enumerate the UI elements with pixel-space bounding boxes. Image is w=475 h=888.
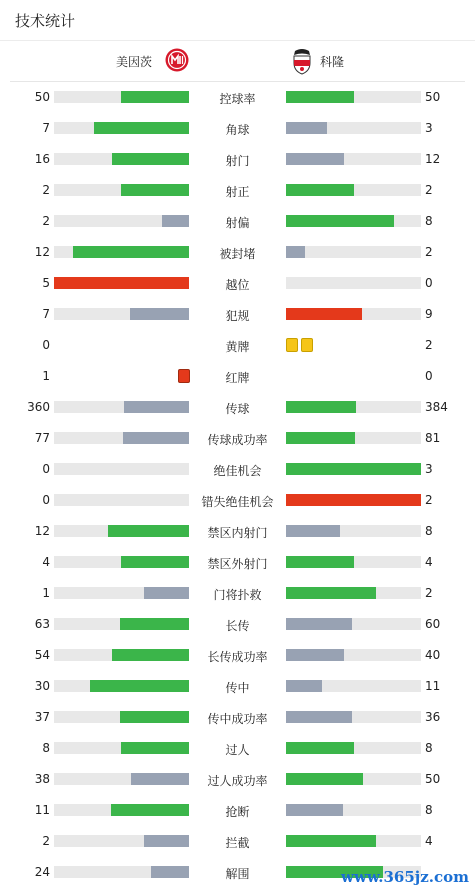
stat-label: 犯规 bbox=[225, 309, 250, 323]
team-header bbox=[10, 41, 465, 82]
home-value: 63 bbox=[34, 617, 50, 631]
home-bar bbox=[54, 773, 189, 785]
home-value: 30 bbox=[34, 679, 50, 693]
away-bar-fill bbox=[286, 835, 376, 847]
away-value: 8 bbox=[425, 214, 433, 228]
home-bar bbox=[54, 742, 189, 754]
stat-row bbox=[0, 113, 475, 144]
home-bar-fill bbox=[108, 525, 189, 537]
away-bar bbox=[286, 153, 421, 165]
home-value: 1 bbox=[42, 586, 50, 600]
home-bar bbox=[54, 525, 189, 537]
stat-row bbox=[0, 485, 475, 516]
stat-label: 传球成功率 bbox=[207, 433, 268, 447]
away-bar-fill bbox=[286, 804, 343, 816]
home-bar bbox=[54, 184, 189, 196]
away-bar bbox=[286, 835, 421, 847]
away-bar bbox=[286, 91, 421, 103]
stat-label: 控球率 bbox=[219, 92, 256, 106]
away-bar bbox=[286, 680, 421, 692]
home-value: 16 bbox=[34, 152, 50, 166]
home-bar-fill bbox=[112, 153, 189, 165]
home-value: 37 bbox=[34, 710, 50, 724]
home-bar bbox=[54, 556, 189, 568]
away-bar bbox=[286, 308, 421, 320]
stat-label: 越位 bbox=[225, 278, 250, 292]
away-bar bbox=[286, 618, 421, 630]
home-bar-fill bbox=[120, 618, 189, 630]
away-bar bbox=[286, 463, 421, 475]
away-value: 0 bbox=[425, 276, 433, 290]
home-bar-fill bbox=[121, 742, 189, 754]
away-bar bbox=[286, 556, 421, 568]
stat-label: 传球 bbox=[225, 402, 250, 416]
stat-label: 门将扑救 bbox=[213, 588, 262, 602]
away-bar-fill bbox=[286, 308, 362, 320]
stat-label: 传中成功率 bbox=[207, 712, 268, 726]
stat-label: 长传 bbox=[225, 619, 250, 633]
home-value: 11 bbox=[34, 803, 50, 817]
home-bar bbox=[54, 91, 189, 103]
away-value: 2 bbox=[425, 183, 433, 197]
away-bar bbox=[286, 587, 421, 599]
home-bar bbox=[54, 153, 189, 165]
away-value: 11 bbox=[425, 679, 441, 693]
away-value: 2 bbox=[425, 493, 433, 507]
home-bar bbox=[54, 835, 189, 847]
stat-label: 射门 bbox=[225, 154, 250, 168]
away-value: 60 bbox=[425, 617, 441, 631]
away-bar-fill bbox=[286, 215, 394, 227]
page-title: 技术统计 bbox=[15, 12, 76, 30]
away-bar bbox=[286, 401, 421, 413]
home-team-logo-icon[interactable] bbox=[165, 48, 189, 72]
stat-label: 射偏 bbox=[225, 216, 250, 230]
stat-row bbox=[0, 392, 475, 423]
home-value: 50 bbox=[34, 90, 50, 104]
home-bar bbox=[54, 866, 189, 878]
stat-row bbox=[0, 330, 475, 361]
home-value: 360 bbox=[27, 400, 50, 414]
stat-label: 过人 bbox=[225, 743, 250, 757]
home-bar-fill bbox=[121, 91, 189, 103]
stat-row bbox=[0, 671, 475, 702]
home-bar-fill bbox=[94, 122, 189, 134]
home-value: 7 bbox=[42, 121, 50, 135]
away-bar-fill bbox=[286, 711, 352, 723]
page-header bbox=[0, 0, 475, 41]
home-bar-fill bbox=[130, 308, 189, 320]
stat-row bbox=[0, 516, 475, 547]
away-bar bbox=[286, 804, 421, 816]
home-bar-fill bbox=[121, 556, 189, 568]
stat-row bbox=[0, 423, 475, 454]
home-value: 12 bbox=[34, 524, 50, 538]
home-value: 1 bbox=[42, 369, 50, 383]
stat-label: 过人成功率 bbox=[207, 774, 268, 788]
home-value: 8 bbox=[42, 741, 50, 755]
stats-list bbox=[0, 82, 475, 888]
stat-label: 禁区外射门 bbox=[207, 557, 268, 571]
away-bar bbox=[286, 525, 421, 537]
stat-label: 抢断 bbox=[225, 805, 250, 819]
home-bar-fill bbox=[151, 866, 189, 878]
away-bar bbox=[286, 494, 421, 506]
home-bar bbox=[54, 122, 189, 134]
away-bar-fill bbox=[286, 122, 327, 134]
away-value: 4 bbox=[425, 555, 433, 569]
home-value: 5 bbox=[42, 276, 50, 290]
stat-row bbox=[0, 144, 475, 175]
home-value: 4 bbox=[42, 555, 50, 569]
home-value: 2 bbox=[42, 214, 50, 228]
away-bar-fill bbox=[286, 742, 354, 754]
home-value: 54 bbox=[34, 648, 50, 662]
away-bar-fill bbox=[286, 556, 354, 568]
stat-label: 黄牌 bbox=[225, 340, 250, 354]
stat-label: 角球 bbox=[225, 123, 250, 137]
away-bar-fill bbox=[286, 184, 354, 196]
stat-label: 被封堵 bbox=[219, 247, 256, 261]
home-bar-fill bbox=[123, 432, 189, 444]
yellow-card-icon bbox=[286, 338, 298, 352]
stat-row bbox=[0, 795, 475, 826]
home-bar-fill bbox=[131, 773, 189, 785]
away-value: 2 bbox=[425, 586, 433, 600]
away-value: 4 bbox=[425, 834, 433, 848]
away-bar-fill bbox=[286, 773, 363, 785]
home-bar bbox=[54, 432, 189, 444]
away-bar bbox=[286, 122, 421, 134]
stat-row bbox=[0, 702, 475, 733]
away-bar-fill bbox=[286, 587, 376, 599]
stat-label: 禁区内射门 bbox=[207, 526, 268, 540]
away-value: 384 bbox=[425, 400, 448, 414]
away-value: 50 bbox=[425, 772, 441, 786]
home-bar bbox=[54, 711, 189, 723]
away-bar bbox=[286, 277, 421, 289]
home-value: 77 bbox=[34, 431, 50, 445]
away-bar-fill bbox=[286, 618, 352, 630]
red-card-icon bbox=[178, 369, 190, 383]
home-bar-fill bbox=[54, 277, 189, 289]
stat-row bbox=[0, 175, 475, 206]
away-bar-fill bbox=[286, 401, 356, 413]
home-value: 24 bbox=[34, 865, 50, 879]
away-value: 0 bbox=[425, 369, 433, 383]
away-value: 2 bbox=[425, 338, 433, 352]
home-bar-fill bbox=[162, 215, 189, 227]
home-bar bbox=[54, 215, 189, 227]
away-bar bbox=[286, 773, 421, 785]
yellow-card-icon bbox=[301, 338, 313, 352]
watermark: www.365jz.com bbox=[341, 868, 469, 886]
home-bar bbox=[54, 804, 189, 816]
away-bar bbox=[286, 215, 421, 227]
home-bar-fill bbox=[121, 184, 189, 196]
home-bar bbox=[54, 308, 189, 320]
away-value: 50 bbox=[425, 90, 441, 104]
away-team-name[interactable]: 科隆 bbox=[320, 55, 345, 69]
home-value: 2 bbox=[42, 834, 50, 848]
home-bar-fill bbox=[120, 711, 189, 723]
stat-label: 长传成功率 bbox=[207, 650, 268, 664]
home-value: 0 bbox=[42, 493, 50, 507]
home-bar-fill bbox=[124, 401, 189, 413]
away-value: 8 bbox=[425, 524, 433, 538]
stat-row bbox=[0, 609, 475, 640]
stat-row bbox=[0, 578, 475, 609]
home-bar bbox=[54, 587, 189, 599]
home-value: 12 bbox=[34, 245, 50, 259]
stat-row bbox=[0, 206, 475, 237]
home-bar-fill bbox=[90, 680, 189, 692]
away-value: 3 bbox=[425, 462, 433, 476]
away-bar bbox=[286, 711, 421, 723]
away-value: 9 bbox=[425, 307, 433, 321]
away-bar-fill bbox=[286, 153, 344, 165]
away-bar-fill bbox=[286, 494, 421, 506]
stat-row bbox=[0, 826, 475, 857]
stat-label: 绝佳机会 bbox=[213, 464, 262, 478]
stat-label: 拦截 bbox=[225, 836, 250, 850]
stat-label: 解围 bbox=[225, 867, 250, 881]
home-value: 7 bbox=[42, 307, 50, 321]
away-value: 36 bbox=[425, 710, 441, 724]
home-value: 38 bbox=[34, 772, 50, 786]
stat-label: 射正 bbox=[225, 185, 250, 199]
home-team-name[interactable]: 美因茨 bbox=[115, 55, 152, 69]
home-bar-fill bbox=[111, 804, 189, 816]
home-value: 0 bbox=[42, 338, 50, 352]
stat-row bbox=[0, 547, 475, 578]
stat-label: 错失绝佳机会 bbox=[201, 495, 274, 509]
home-bar-fill bbox=[112, 649, 189, 661]
home-bar-fill bbox=[73, 246, 189, 258]
away-bar bbox=[286, 742, 421, 754]
home-bar bbox=[54, 680, 189, 692]
away-bar-fill bbox=[286, 525, 340, 537]
home-bar bbox=[54, 277, 189, 289]
home-bar bbox=[54, 463, 189, 475]
away-bar-fill bbox=[286, 246, 305, 258]
away-bar-fill bbox=[286, 432, 355, 444]
stat-label: 传中 bbox=[225, 681, 250, 695]
home-bar-fill bbox=[144, 587, 189, 599]
stat-row bbox=[0, 640, 475, 671]
away-value: 81 bbox=[425, 431, 441, 445]
home-bar bbox=[54, 494, 189, 506]
away-value: 2 bbox=[425, 245, 433, 259]
away-bar-fill bbox=[286, 649, 344, 661]
away-bar bbox=[286, 184, 421, 196]
stat-row bbox=[0, 764, 475, 795]
stat-row bbox=[0, 237, 475, 268]
away-team-logo-icon[interactable] bbox=[290, 47, 314, 75]
home-bar bbox=[54, 618, 189, 630]
away-value: 40 bbox=[425, 648, 441, 662]
home-value: 0 bbox=[42, 462, 50, 476]
away-value: 8 bbox=[425, 803, 433, 817]
stat-row bbox=[0, 454, 475, 485]
away-bar-fill bbox=[286, 91, 354, 103]
away-bar bbox=[286, 246, 421, 258]
away-value: 3 bbox=[425, 121, 433, 135]
stat-label: 红牌 bbox=[225, 371, 250, 385]
home-bar bbox=[54, 246, 189, 258]
away-bar bbox=[286, 432, 421, 444]
stat-row bbox=[0, 361, 475, 392]
stat-row bbox=[0, 268, 475, 299]
stat-row bbox=[0, 733, 475, 764]
away-value: 12 bbox=[425, 152, 441, 166]
away-bar-fill bbox=[286, 680, 322, 692]
home-value: 2 bbox=[42, 183, 50, 197]
stat-row bbox=[0, 82, 475, 113]
home-bar bbox=[54, 649, 189, 661]
home-bar bbox=[54, 401, 189, 413]
away-bar bbox=[286, 649, 421, 661]
away-value: 8 bbox=[425, 741, 433, 755]
stat-row bbox=[0, 299, 475, 330]
away-bar-fill bbox=[286, 463, 421, 475]
home-bar-fill bbox=[144, 835, 189, 847]
